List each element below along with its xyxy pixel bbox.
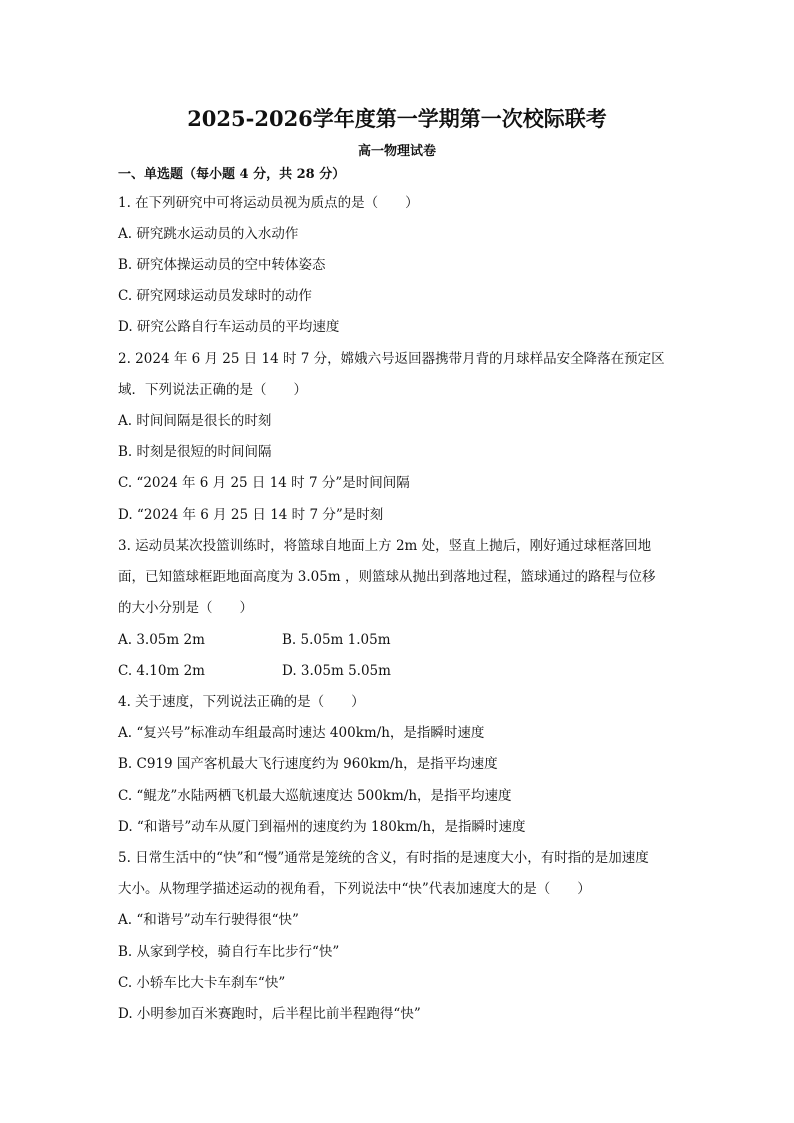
- question-4-option-d: D. “和谐号”动车从厦门到福州的速度约为 180km/h，是指瞬时速度: [118, 819, 526, 835]
- question-1-option-a: A. 研究跳水运动员的入水动作: [118, 226, 299, 242]
- question-2-option-a: A. 时间间隔是很长的时刻: [118, 413, 272, 429]
- question-3-stem-line-1: 3. 运动员某次投篮训练时，将篮球自地面上方 2m 处，竖直上抛后，刚好通过球框落回地: [118, 538, 652, 554]
- question-1-stem: 1. 在下列研究中可将运动员视为质点的是（ ）: [118, 195, 419, 211]
- question-5-stem-line-1: 5. 日常生活中的“快”和“慢”通常是笼统的含义，有时指的是速度大小，有时指的是加速度: [118, 850, 649, 866]
- question-2-stem-line-1: 2. 2024 年 6 月 25 日 14 时 7 分，嫦娥六号返回器携带月背的月球样品安全降落在预定区: [118, 351, 665, 367]
- question-3-option-c: C. 4.10m 2m: [118, 663, 205, 679]
- question-4-option-a: A. “复兴号”标准动车组最高时速达 400km/h，是指瞬时速度: [118, 725, 485, 741]
- question-5-option-b: B. 从家到学校，骑自行车比步行“快”: [118, 944, 340, 960]
- question-2-stem-line-2: 域．下列说法正确的是（ ）: [118, 382, 307, 398]
- question-4-option-c: C. “鲲龙”水陆两栖飞机最大巡航速度达 500km/h，是指平均速度: [118, 788, 512, 804]
- question-5-stem-line-2: 大小。从物理学描述运动的视角看，下列说法中“快”代表加速度大的是（ ）: [118, 881, 591, 897]
- question-3-option-a: A. 3.05m 2m: [118, 632, 205, 648]
- question-4-stem: 4. 关于速度，下列说法正确的是（ ）: [118, 694, 365, 710]
- question-5-option-d: D. 小明参加百米赛跑时，后半程比前半程跑得“快”: [118, 1006, 421, 1022]
- question-4-option-b: B. C919 国产客机最大飞行速度约为 960km/h，是指平均速度: [118, 756, 498, 772]
- exam-title: 2025-2026学年度第一学期第一次校际联考: [187, 106, 607, 131]
- question-2-option-d: D. “2024 年 6 月 25 日 14 时 7 分”是时刻: [118, 507, 384, 523]
- question-1-option-c: C. 研究网球运动员发球时的动作: [118, 288, 312, 304]
- question-2-option-b: B. 时刻是很短的时间间隔: [118, 444, 272, 460]
- question-5-option-c: C. 小轿车比大卡车刹车“快”: [118, 975, 286, 991]
- question-3-option-b: B. 5.05m 1.05m: [282, 632, 391, 648]
- question-2-option-c: C. “2024 年 6 月 25 日 14 时 7 分”是时间间隔: [118, 475, 410, 491]
- question-1-option-d: D. 研究公路自行车运动员的平均速度: [118, 319, 340, 335]
- section-heading: 一、单选题（每小题 4 分，共 28 分）: [118, 167, 346, 182]
- question-3-stem-line-2: 面，已知篮球框距地面高度为 3.05m ，则篮球从抛出到落地过程，篮球通过的路程与位移: [118, 569, 656, 585]
- question-1-option-b: B. 研究体操运动员的空中转体姿态: [118, 257, 326, 273]
- question-3-stem-line-3: 的大小分别是（ ）: [118, 600, 253, 616]
- exam-subtitle: 高一物理试卷: [357, 144, 436, 159]
- question-5-option-a: A. “和谐号”动车行驶得很“快”: [118, 912, 299, 928]
- question-3-option-d: D. 3.05m 5.05m: [282, 663, 391, 679]
